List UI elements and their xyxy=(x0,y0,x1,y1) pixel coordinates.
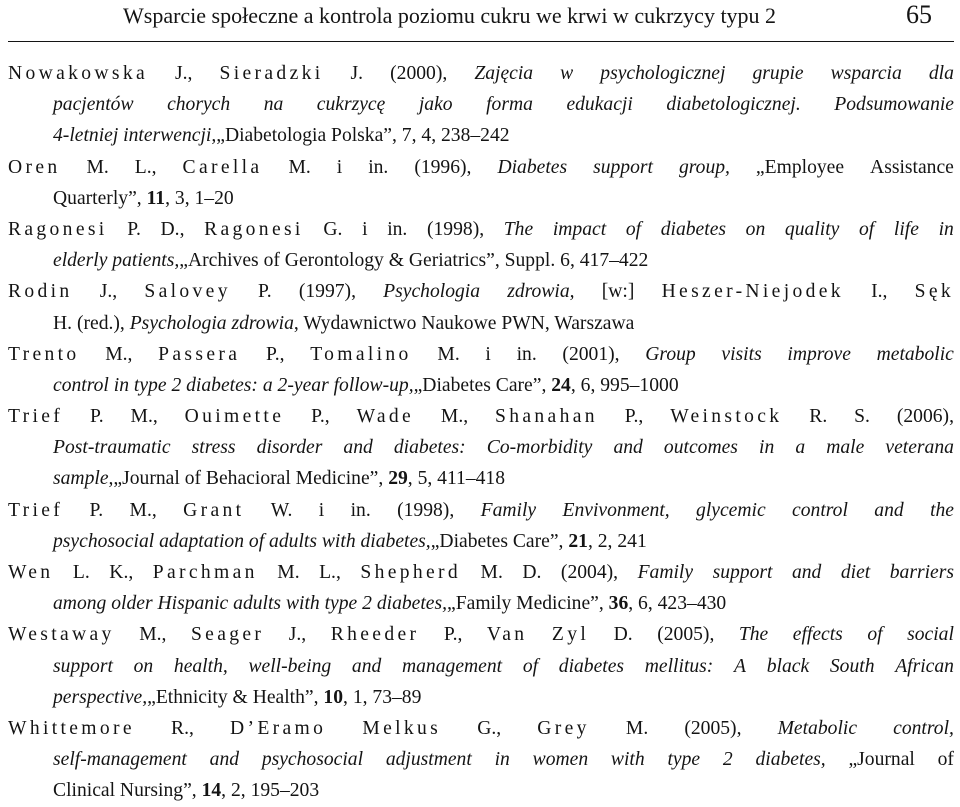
reference-line xyxy=(8,214,954,245)
reference-text: 24 xyxy=(551,374,571,396)
reference-text: G. xyxy=(323,218,343,240)
reference-entry xyxy=(8,276,954,338)
reference-text: psychosocial xyxy=(261,749,364,771)
reference-text: cukrzycę xyxy=(316,94,386,116)
reference-text: self-management xyxy=(53,749,187,771)
reference-text: diabetes, xyxy=(755,749,826,771)
reference-text: „Family Medicine”, xyxy=(447,593,604,615)
reference-text: K., xyxy=(109,562,134,583)
reference-text: Trento xyxy=(8,343,80,365)
reference-text: Salovey xyxy=(144,281,231,303)
reference-text: in. xyxy=(387,218,408,240)
reference-text: adjustment xyxy=(385,749,472,771)
reference-text: glycemic xyxy=(696,499,766,521)
reference-entry xyxy=(8,152,954,214)
reference-text: diabetes: xyxy=(393,437,466,459)
reference-text: (1997), xyxy=(298,281,356,303)
reference-text: stress xyxy=(191,437,236,459)
reference-text: diabetes xyxy=(660,218,727,240)
reference-text: Podsumowanie xyxy=(834,94,954,116)
reference-text: and xyxy=(613,437,643,459)
reference-text: in xyxy=(494,749,510,771)
reference-text: and xyxy=(791,562,822,583)
reference-text: Metabolic xyxy=(777,717,858,739)
reference-line xyxy=(8,463,954,494)
reference-text: , Wydawnictwo Naukowe PWN, Warszawa xyxy=(293,312,635,334)
reference-text: Zyl xyxy=(551,624,590,646)
reference-line xyxy=(8,276,954,307)
reference-text: metabolic xyxy=(876,343,954,365)
reference-text: edukacji xyxy=(566,94,633,116)
reference-text: M. xyxy=(437,343,460,365)
reference-text: „Diabetes Care”, xyxy=(413,374,547,396)
reference-entry xyxy=(8,401,954,495)
reference-text: M., xyxy=(105,343,133,365)
reference-text: on xyxy=(745,218,766,240)
reference-text: G., xyxy=(477,717,502,739)
reference-text: Ragonesi xyxy=(8,218,108,240)
reference-text: (2006), xyxy=(896,406,954,428)
reference-text: dla xyxy=(928,63,954,84)
reference-line xyxy=(8,183,954,214)
reference-text: Assistance xyxy=(870,156,954,178)
reference-text: , 6, 995–1000 xyxy=(570,374,679,396)
reference-text: M. xyxy=(86,156,109,178)
reference-text: Ragonesi xyxy=(204,218,304,240)
reference-text: zdrowia, xyxy=(507,281,575,303)
reference-text: Post-traumatic xyxy=(53,437,171,459)
reference-text: M. xyxy=(277,562,300,583)
reference-entry xyxy=(8,214,954,276)
reference-text: grupie xyxy=(752,63,804,84)
reference-text: (2000), xyxy=(390,63,448,84)
reference-text: Whittemore xyxy=(8,717,135,739)
reference-text: 2 xyxy=(722,749,733,771)
reference-text: and xyxy=(874,499,904,521)
reference-line xyxy=(8,775,954,806)
reference-text: control in type 2 diabetes: a 2-year follow-up, xyxy=(53,374,414,396)
reference-text: Wade xyxy=(356,406,415,428)
reference-text: Rodin xyxy=(8,281,73,303)
reference-line xyxy=(8,401,954,432)
reference-text: Family xyxy=(480,499,537,521)
reference-text: among older Hispanic adults with type 2 diabetes, xyxy=(53,593,448,615)
reference-text: Psychologia xyxy=(383,281,481,303)
reference-text: M., xyxy=(440,406,469,428)
reference-line xyxy=(8,588,954,619)
reference-list xyxy=(8,58,954,807)
reference-entry xyxy=(8,619,954,713)
reference-text: support xyxy=(593,156,653,178)
reference-text: (1998), xyxy=(397,499,455,521)
reference-text: J., xyxy=(175,63,193,84)
reference-text: Wen xyxy=(8,562,54,583)
reference-text: Parchman xyxy=(152,562,258,583)
reference-text: visits xyxy=(721,343,762,365)
reference-text: Carella xyxy=(182,156,263,178)
reference-line xyxy=(8,58,954,89)
reference-text: D’Eramo xyxy=(230,717,327,739)
reference-text: jako xyxy=(418,94,453,116)
reference-text: wsparcia xyxy=(830,63,902,84)
reference-text: Co-morbidity xyxy=(486,437,593,459)
reference-text: L., xyxy=(319,562,341,583)
reference-line xyxy=(8,713,954,744)
reference-text: Clinical Nursing”, xyxy=(53,780,197,802)
reference-text: and xyxy=(343,437,373,459)
reference-text: life xyxy=(893,218,919,240)
reference-entry xyxy=(8,713,954,807)
reference-text: of xyxy=(867,624,883,646)
reference-text: and xyxy=(351,655,382,677)
reference-text: improve xyxy=(787,343,851,365)
reference-text: male xyxy=(826,437,865,459)
reference-text: quality xyxy=(784,218,840,240)
reference-line xyxy=(8,89,954,120)
reference-text: African xyxy=(895,655,954,677)
reference-text: Heszer-Niejodek xyxy=(661,281,844,303)
reference-text: the xyxy=(930,499,954,521)
reference-text: The xyxy=(503,218,534,240)
reference-text: P. xyxy=(89,499,104,521)
reference-text: well-being xyxy=(248,655,332,677)
reference-text: „Journal xyxy=(848,749,915,771)
reference-line xyxy=(8,619,954,650)
reference-text: Grant xyxy=(183,499,245,521)
running-header xyxy=(8,0,954,42)
reference-text: „Ethnicity & Health”, xyxy=(147,686,319,708)
reference-text: (1998), xyxy=(426,218,485,240)
reference-text: „Diabetologia Polska”, 7, 4, 238–242 xyxy=(216,125,510,147)
reference-text: veterana xyxy=(885,437,954,459)
reference-text: , 3, 1–20 xyxy=(165,187,234,209)
reference-text: L. xyxy=(72,562,90,583)
reference-text: effects xyxy=(792,624,843,646)
reference-text: psychosocial adaptation of adults with diabetes, xyxy=(53,530,431,552)
reference-text: Grey xyxy=(537,717,590,739)
reference-text: type xyxy=(667,749,701,771)
reference-text: Rheeder xyxy=(330,624,420,646)
reference-text: Trief xyxy=(8,499,64,521)
reference-text: support xyxy=(53,655,113,677)
reference-text: chorych xyxy=(167,94,231,116)
reference-text: M. xyxy=(625,717,649,739)
reference-text: of xyxy=(937,749,954,771)
reference-text: (2005), xyxy=(657,624,715,646)
reference-text: 11 xyxy=(146,187,166,209)
reference-text: group, xyxy=(678,156,730,178)
reference-text: , 6, 423–430 xyxy=(628,593,727,615)
reference-text: Tomalino xyxy=(310,343,412,365)
reference-text: [w:] xyxy=(601,281,635,303)
reference-text: S. xyxy=(854,406,870,428)
reference-text: (2005), xyxy=(684,717,742,739)
reference-text: perspective, xyxy=(53,686,148,708)
reference-text: outcomes xyxy=(663,437,738,459)
reference-line xyxy=(8,495,954,526)
reference-text: Van xyxy=(486,624,528,646)
reference-text: Diabetes xyxy=(497,156,568,178)
reference-text: i xyxy=(336,156,343,178)
reference-text: in. xyxy=(350,499,371,521)
reference-text: D., xyxy=(160,218,185,240)
reference-text: P., xyxy=(443,624,463,646)
reference-text: , 2, 195–203 xyxy=(221,780,320,802)
reference-text: health, xyxy=(173,655,228,677)
reference-text: black xyxy=(766,655,810,677)
reference-text: diabetologicznej. xyxy=(666,94,801,116)
reference-text: J. xyxy=(350,63,364,84)
reference-text: forma xyxy=(486,94,533,116)
reference-text: 4-letniej interwencji, xyxy=(53,125,217,147)
reference-text: w xyxy=(560,63,574,84)
reference-text: Passera xyxy=(158,343,241,365)
reference-text: The xyxy=(738,624,769,646)
reference-text: J., xyxy=(99,281,118,303)
reference-text: M., xyxy=(139,624,167,646)
reference-text: Ouimette xyxy=(184,406,285,428)
reference-entry xyxy=(8,339,954,401)
reference-text: R., xyxy=(171,717,194,739)
reference-text: na xyxy=(263,94,284,116)
reference-text: Sieradzki xyxy=(219,63,324,84)
reference-text: P., xyxy=(265,343,285,365)
reference-text: of xyxy=(859,218,875,240)
reference-text: pacjentów xyxy=(53,94,134,116)
reference-text: Nowakowska xyxy=(8,63,148,84)
reference-text: P., xyxy=(311,406,330,428)
reference-text: Envivonment, xyxy=(562,499,670,521)
reference-text: support xyxy=(712,562,773,583)
running-title: Wsparcie społeczne a kontrola poziomu cukru we krwi w cukrzycy typu 2 xyxy=(123,3,777,28)
reference-text: of xyxy=(522,655,539,677)
reference-text: (2001), xyxy=(562,343,620,365)
reference-text: in xyxy=(938,218,954,240)
reference-text: Sęk xyxy=(914,281,954,303)
reference-text: disorder xyxy=(256,437,323,459)
reference-entry xyxy=(8,58,954,152)
reference-text: 29 xyxy=(388,468,408,490)
reference-text: M., xyxy=(130,406,158,428)
reference-text: elderly patients, xyxy=(53,250,180,272)
reference-text: „Archives of Gerontology & Geriatrics”, Suppl. 6, 417–422 xyxy=(179,250,649,272)
reference-text: impact xyxy=(552,218,607,240)
reference-line xyxy=(8,370,954,401)
reference-text: R. xyxy=(809,406,828,428)
reference-text: i xyxy=(485,343,491,365)
reference-text: Zajęcia xyxy=(474,63,534,84)
reference-text: (2004), xyxy=(560,562,619,583)
reference-text: , 2, 241 xyxy=(587,530,647,552)
reference-text: diabetes xyxy=(558,655,625,677)
reference-text: sample, xyxy=(53,468,114,490)
reference-text: and xyxy=(209,749,240,771)
reference-text: i xyxy=(318,499,325,521)
reference-text: i xyxy=(362,218,368,240)
reference-text: Psychologia zdrowia xyxy=(129,312,294,334)
reference-text: J., xyxy=(288,624,307,646)
reference-text: M. xyxy=(480,562,503,583)
reference-text: control, xyxy=(893,717,954,739)
reference-line xyxy=(8,744,954,775)
reference-text: Melkus xyxy=(362,717,442,739)
reference-text: D. xyxy=(522,562,542,583)
reference-entry xyxy=(8,557,954,619)
reference-text: P. xyxy=(127,218,141,240)
reference-text: social xyxy=(907,624,954,646)
reference-text: I., xyxy=(871,281,888,303)
reference-text: mellitus: xyxy=(644,655,714,677)
reference-text: , 1, 73–89 xyxy=(343,686,422,708)
reference-line xyxy=(8,120,954,151)
reference-line xyxy=(8,245,954,276)
reference-line xyxy=(8,152,954,183)
reference-entry xyxy=(8,495,954,557)
reference-text: D. xyxy=(613,624,633,646)
reference-text: P. xyxy=(258,281,272,303)
reference-text: Trief xyxy=(8,406,64,428)
reference-text: Group xyxy=(645,343,696,365)
reference-text: Weinstock xyxy=(670,406,783,428)
reference-text: Family xyxy=(637,562,694,583)
reference-text: 10 xyxy=(323,686,344,708)
reference-text: „Journal of Behacioral Medicine”, xyxy=(113,468,384,490)
reference-text: Shepherd xyxy=(360,562,462,583)
reference-text: , 5, 411–418 xyxy=(407,468,506,490)
reference-line xyxy=(8,432,954,463)
reference-text: „Employee xyxy=(755,156,845,178)
reference-text: H. (red.), xyxy=(53,312,125,334)
reference-text: management xyxy=(401,655,503,677)
reference-text: control xyxy=(792,499,848,521)
reference-text: Seager xyxy=(190,624,265,646)
reference-text: with xyxy=(610,749,645,771)
reference-text: „Diabetes Care”, xyxy=(430,530,564,552)
reference-text: in xyxy=(759,437,775,459)
reference-line xyxy=(8,651,954,682)
reference-text: psychologicznej xyxy=(600,63,726,84)
reference-text: A xyxy=(734,655,747,677)
reference-line xyxy=(8,682,954,713)
reference-text: in. xyxy=(516,343,537,365)
reference-text: P. xyxy=(90,406,104,428)
reference-text: W. xyxy=(270,499,293,521)
reference-line xyxy=(8,557,954,588)
reference-text: of xyxy=(625,218,642,240)
reference-text: 14 xyxy=(201,780,222,802)
reference-line xyxy=(8,308,954,339)
reference-text: 36 xyxy=(608,593,629,615)
reference-text: Quarterly”, xyxy=(53,187,142,209)
reference-text: barriers xyxy=(889,562,954,583)
reference-line xyxy=(8,526,954,557)
reference-text: (1996), xyxy=(414,156,472,178)
reference-text: in. xyxy=(368,156,389,178)
reference-text: on xyxy=(133,655,154,677)
reference-text: South xyxy=(829,655,875,677)
reference-text: Shanahan xyxy=(495,406,598,428)
reference-text: diet xyxy=(840,562,871,583)
reference-text: M. xyxy=(288,156,311,178)
reference-text: Oren xyxy=(8,156,61,178)
page-number: 65 xyxy=(906,0,932,29)
reference-text: women xyxy=(532,749,589,771)
reference-text: a xyxy=(795,437,806,459)
reference-text: L., xyxy=(134,156,157,178)
reference-text: Westaway xyxy=(8,624,115,646)
reference-text: 21 xyxy=(568,530,588,552)
reference-text: M., xyxy=(129,499,157,521)
reference-line xyxy=(8,339,954,370)
reference-text: P., xyxy=(624,406,644,428)
